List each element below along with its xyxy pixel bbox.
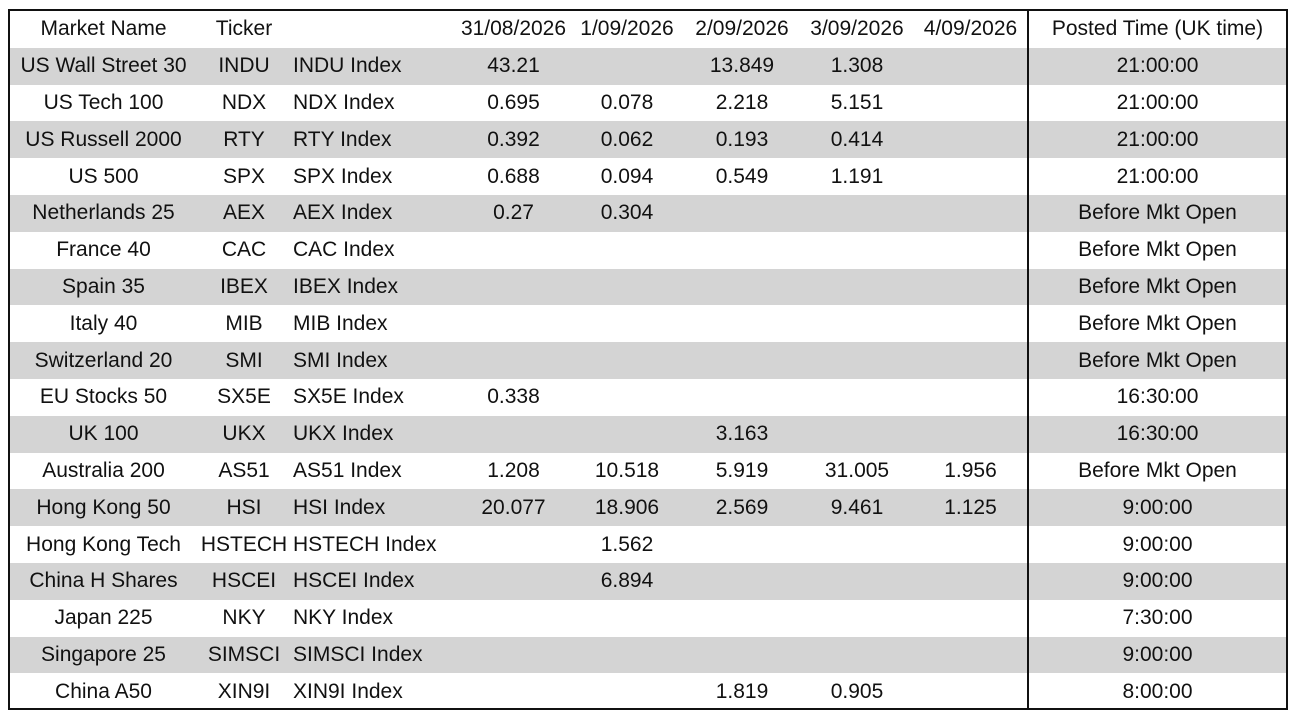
date-2-cell bbox=[570, 379, 684, 416]
table-row bbox=[10, 121, 1286, 158]
ticker-cell: AEX bbox=[197, 195, 291, 232]
date-1-cell: 0.695 bbox=[457, 85, 570, 122]
market-name-cell: US Russell 2000 bbox=[10, 121, 197, 158]
date-5-cell bbox=[914, 637, 1028, 674]
market-name-cell: US 500 bbox=[10, 158, 197, 195]
ticker-cell: SPX bbox=[197, 158, 291, 195]
date-4-cell bbox=[800, 526, 914, 563]
date-4-cell bbox=[800, 637, 914, 674]
market-name-cell: China H Shares bbox=[10, 563, 197, 600]
table-row bbox=[10, 232, 1286, 269]
date-5-cell bbox=[914, 600, 1028, 637]
table-row bbox=[10, 526, 1286, 563]
date-4-cell bbox=[800, 379, 914, 416]
index-cell: INDU Index bbox=[291, 48, 457, 85]
table-row bbox=[10, 563, 1286, 600]
date-5-cell bbox=[914, 158, 1028, 195]
date-2-cell bbox=[570, 416, 684, 453]
date-1-cell bbox=[457, 637, 570, 674]
table-row bbox=[10, 600, 1286, 637]
date-3-cell: 0.193 bbox=[684, 121, 800, 158]
ticker-cell: UKX bbox=[197, 416, 291, 453]
date-4-cell bbox=[800, 195, 914, 232]
date-2-cell: 0.094 bbox=[570, 158, 684, 195]
posted-time-cell: Before Mkt Open bbox=[1028, 232, 1286, 269]
date-1-cell bbox=[457, 305, 570, 342]
date-4-cell: 9.461 bbox=[800, 489, 914, 526]
table-row bbox=[10, 416, 1286, 453]
table-row bbox=[10, 158, 1286, 195]
posted-time-cell: 21:00:00 bbox=[1028, 158, 1286, 195]
table-row bbox=[10, 48, 1286, 85]
date-4-cell: 1.308 bbox=[800, 48, 914, 85]
date-5-cell bbox=[914, 269, 1028, 306]
date-4-cell bbox=[800, 305, 914, 342]
date-1-cell bbox=[457, 600, 570, 637]
date-5-cell bbox=[914, 48, 1028, 85]
date-3-cell: 2.569 bbox=[684, 489, 800, 526]
date-2-cell: 6.894 bbox=[570, 563, 684, 600]
ticker-cell: RTY bbox=[197, 121, 291, 158]
posted-time-cell: 9:00:00 bbox=[1028, 637, 1286, 674]
posted-time-cell: 9:00:00 bbox=[1028, 489, 1286, 526]
date-1-cell: 0.392 bbox=[457, 121, 570, 158]
date-1-cell: 0.338 bbox=[457, 379, 570, 416]
index-cell: SMI Index bbox=[291, 342, 457, 379]
index-cell: UKX Index bbox=[291, 416, 457, 453]
index-cell: NDX Index bbox=[291, 85, 457, 122]
date-3-cell: 3.163 bbox=[684, 416, 800, 453]
table-body bbox=[10, 48, 1286, 710]
date-2-cell bbox=[570, 269, 684, 306]
date-3-cell: 2.218 bbox=[684, 85, 800, 122]
header-ticker: Ticker bbox=[197, 11, 291, 48]
header-date-5: 4/09/2026 bbox=[914, 11, 1028, 48]
date-2-cell: 10.518 bbox=[570, 453, 684, 490]
index-cell: IBEX Index bbox=[291, 269, 457, 306]
posted-time-cell: 7:30:00 bbox=[1028, 600, 1286, 637]
date-1-cell bbox=[457, 232, 570, 269]
date-2-cell: 18.906 bbox=[570, 489, 684, 526]
ticker-cell: IBEX bbox=[197, 269, 291, 306]
date-5-cell bbox=[914, 563, 1028, 600]
posted-time-cell: 21:00:00 bbox=[1028, 48, 1286, 85]
date-2-cell bbox=[570, 673, 684, 710]
date-4-cell: 1.191 bbox=[800, 158, 914, 195]
header-index bbox=[291, 11, 457, 48]
header-date-2: 1/09/2026 bbox=[570, 11, 684, 48]
date-5-cell bbox=[914, 342, 1028, 379]
posted-time-cell: Before Mkt Open bbox=[1028, 305, 1286, 342]
ticker-cell: MIB bbox=[197, 305, 291, 342]
ticker-cell: NKY bbox=[197, 600, 291, 637]
date-1-cell bbox=[457, 563, 570, 600]
date-2-cell bbox=[570, 48, 684, 85]
date-3-cell bbox=[684, 305, 800, 342]
date-1-cell bbox=[457, 342, 570, 379]
index-cell: HSI Index bbox=[291, 489, 457, 526]
date-3-cell bbox=[684, 637, 800, 674]
ticker-cell: CAC bbox=[197, 232, 291, 269]
posted-time-cell: 16:30:00 bbox=[1028, 416, 1286, 453]
date-3-cell bbox=[684, 563, 800, 600]
date-3-cell: 13.849 bbox=[684, 48, 800, 85]
header-market-name: Market Name bbox=[10, 11, 197, 48]
index-cell: CAC Index bbox=[291, 232, 457, 269]
table-row bbox=[10, 85, 1286, 122]
index-cell: AS51 Index bbox=[291, 453, 457, 490]
table-row bbox=[10, 453, 1286, 490]
date-4-cell: 5.151 bbox=[800, 85, 914, 122]
market-name-cell: China A50 bbox=[10, 673, 197, 710]
date-1-cell bbox=[457, 526, 570, 563]
posted-time-cell: Before Mkt Open bbox=[1028, 453, 1286, 490]
date-5-cell bbox=[914, 526, 1028, 563]
date-5-cell bbox=[914, 673, 1028, 710]
market-name-cell: Switzerland 20 bbox=[10, 342, 197, 379]
ticker-cell: XIN9I bbox=[197, 673, 291, 710]
table-row bbox=[10, 673, 1286, 710]
date-1-cell bbox=[457, 269, 570, 306]
date-4-cell bbox=[800, 416, 914, 453]
header-date-4: 3/09/2026 bbox=[800, 11, 914, 48]
posted-time-cell: Before Mkt Open bbox=[1028, 342, 1286, 379]
date-4-cell: 31.005 bbox=[800, 453, 914, 490]
date-5-cell bbox=[914, 232, 1028, 269]
date-3-cell bbox=[684, 269, 800, 306]
date-5-cell bbox=[914, 85, 1028, 122]
date-3-cell bbox=[684, 232, 800, 269]
table-row bbox=[10, 269, 1286, 306]
date-1-cell: 20.077 bbox=[457, 489, 570, 526]
header-row bbox=[10, 11, 1286, 48]
index-cell: SIMSCI Index bbox=[291, 637, 457, 674]
table-row bbox=[10, 379, 1286, 416]
date-1-cell: 0.688 bbox=[457, 158, 570, 195]
market-table bbox=[10, 11, 1286, 710]
table-row bbox=[10, 305, 1286, 342]
date-4-cell: 0.905 bbox=[800, 673, 914, 710]
market-name-cell: US Wall Street 30 bbox=[10, 48, 197, 85]
ticker-cell: NDX bbox=[197, 85, 291, 122]
date-2-cell: 0.304 bbox=[570, 195, 684, 232]
date-5-cell bbox=[914, 121, 1028, 158]
market-name-cell: Hong Kong 50 bbox=[10, 489, 197, 526]
header-date-3: 2/09/2026 bbox=[684, 11, 800, 48]
date-5-cell bbox=[914, 195, 1028, 232]
table-row bbox=[10, 637, 1286, 674]
date-4-cell bbox=[800, 269, 914, 306]
date-5-cell: 1.125 bbox=[914, 489, 1028, 526]
index-cell: SPX Index bbox=[291, 158, 457, 195]
date-2-cell bbox=[570, 342, 684, 379]
date-2-cell: 1.562 bbox=[570, 526, 684, 563]
table-row bbox=[10, 195, 1286, 232]
ticker-cell: SX5E bbox=[197, 379, 291, 416]
date-4-cell: 0.414 bbox=[800, 121, 914, 158]
date-3-cell bbox=[684, 600, 800, 637]
date-5-cell bbox=[914, 379, 1028, 416]
market-name-cell: UK 100 bbox=[10, 416, 197, 453]
date-3-cell: 1.819 bbox=[684, 673, 800, 710]
posted-time-cell: 16:30:00 bbox=[1028, 379, 1286, 416]
date-4-cell bbox=[800, 600, 914, 637]
ticker-cell: HSCEI bbox=[197, 563, 291, 600]
date-5-cell bbox=[914, 305, 1028, 342]
date-1-cell: 1.208 bbox=[457, 453, 570, 490]
index-cell: RTY Index bbox=[291, 121, 457, 158]
market-name-cell: Australia 200 bbox=[10, 453, 197, 490]
market-name-cell: Hong Kong Tech bbox=[10, 526, 197, 563]
market-name-cell: Spain 35 bbox=[10, 269, 197, 306]
date-2-cell bbox=[570, 232, 684, 269]
index-cell: AEX Index bbox=[291, 195, 457, 232]
ticker-cell: INDU bbox=[197, 48, 291, 85]
header-date-1: 31/08/2026 bbox=[457, 11, 570, 48]
ticker-cell: HSI bbox=[197, 489, 291, 526]
date-1-cell bbox=[457, 416, 570, 453]
date-2-cell bbox=[570, 305, 684, 342]
date-3-cell bbox=[684, 526, 800, 563]
posted-time-cell: 21:00:00 bbox=[1028, 121, 1286, 158]
date-1-cell: 0.27 bbox=[457, 195, 570, 232]
posted-time-cell: Before Mkt Open bbox=[1028, 269, 1286, 306]
index-cell: HSCEI Index bbox=[291, 563, 457, 600]
market-name-cell: US Tech 100 bbox=[10, 85, 197, 122]
posted-time-cell: 9:00:00 bbox=[1028, 526, 1286, 563]
date-2-cell: 0.078 bbox=[570, 85, 684, 122]
date-4-cell bbox=[800, 342, 914, 379]
date-2-cell: 0.062 bbox=[570, 121, 684, 158]
posted-time-cell: 8:00:00 bbox=[1028, 673, 1286, 710]
date-5-cell bbox=[914, 416, 1028, 453]
index-cell: XIN9I Index bbox=[291, 673, 457, 710]
date-3-cell bbox=[684, 195, 800, 232]
posted-time-cell: 21:00:00 bbox=[1028, 85, 1286, 122]
market-name-cell: Japan 225 bbox=[10, 600, 197, 637]
date-5-cell: 1.956 bbox=[914, 453, 1028, 490]
date-1-cell: 43.21 bbox=[457, 48, 570, 85]
market-name-cell: France 40 bbox=[10, 232, 197, 269]
ticker-cell: AS51 bbox=[197, 453, 291, 490]
market-name-cell: Italy 40 bbox=[10, 305, 197, 342]
index-cell: NKY Index bbox=[291, 600, 457, 637]
date-3-cell: 5.919 bbox=[684, 453, 800, 490]
date-2-cell bbox=[570, 600, 684, 637]
posted-time-cell: 9:00:00 bbox=[1028, 563, 1286, 600]
index-cell: SX5E Index bbox=[291, 379, 457, 416]
date-3-cell: 0.549 bbox=[684, 158, 800, 195]
date-1-cell bbox=[457, 673, 570, 710]
date-4-cell bbox=[800, 563, 914, 600]
date-3-cell bbox=[684, 379, 800, 416]
ticker-cell: HSTECH bbox=[197, 526, 291, 563]
header-posted-time: Posted Time (UK time) bbox=[1028, 11, 1286, 48]
posted-time-cell: Before Mkt Open bbox=[1028, 195, 1286, 232]
index-cell: HSTECH Index bbox=[291, 526, 457, 563]
table-row bbox=[10, 489, 1286, 526]
market-table-sheet bbox=[8, 9, 1288, 710]
table-row bbox=[10, 342, 1286, 379]
ticker-cell: SMI bbox=[197, 342, 291, 379]
market-name-cell: EU Stocks 50 bbox=[10, 379, 197, 416]
ticker-cell: SIMSCI bbox=[197, 637, 291, 674]
index-cell: MIB Index bbox=[291, 305, 457, 342]
market-name-cell: Netherlands 25 bbox=[10, 195, 197, 232]
date-2-cell bbox=[570, 637, 684, 674]
date-3-cell bbox=[684, 342, 800, 379]
market-name-cell: Singapore 25 bbox=[10, 637, 197, 674]
date-4-cell bbox=[800, 232, 914, 269]
